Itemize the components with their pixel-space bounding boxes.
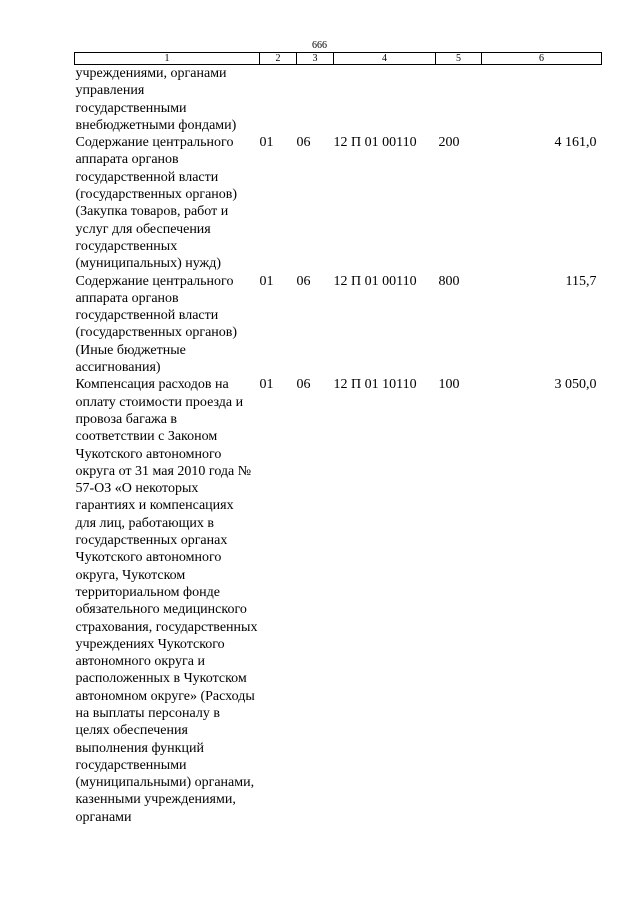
column-header-4: 4: [334, 53, 436, 65]
table-row: [75, 376, 602, 826]
column-header-3: 3: [297, 53, 334, 65]
row-section: 01: [259, 135, 274, 151]
column-header-2: 2: [260, 53, 297, 65]
row-amount: 3 050,0: [554, 377, 597, 393]
row-amount: [482, 65, 602, 135]
column-header-6: 6: [482, 53, 602, 65]
row-expense-type: 200: [438, 135, 460, 151]
page-number: 666: [312, 40, 327, 51]
row-target-article: 12 П 01 00110: [333, 135, 417, 151]
row-section: 01: [259, 273, 274, 289]
column-header-5: 5: [436, 53, 482, 65]
row-subsection: 06: [296, 273, 311, 289]
row-target-article: [334, 65, 436, 135]
row-expense-type: [436, 65, 482, 135]
row-description: учреждениями, органами управления государственными внебюджетными фондами): [75, 66, 237, 133]
row-section: 01: [259, 377, 274, 393]
row-description: Содержание центрального аппарата органов государственной власти (государственных органов) (Иные бюджетные ассигнования): [75, 273, 238, 376]
row-expense-type: 800: [438, 273, 460, 289]
row-description: Содержание центрального аппарата органов государственной власти (государственных органов) (Закупка товаров, работ и услуг для обеспечения государственных (муниципальных) нужд): [75, 135, 238, 272]
column-header-1: 1: [75, 53, 260, 65]
table-row: [75, 273, 602, 377]
row-subsection: [297, 65, 334, 135]
table-body: [75, 65, 602, 827]
row-subsection: 06: [296, 377, 311, 393]
row-amount: 115,7: [565, 273, 597, 289]
row-target-article: 12 П 01 00110: [333, 273, 417, 289]
table-header: [75, 53, 602, 65]
budget-table: [74, 52, 602, 826]
row-target-article: 12 П 01 10110: [333, 377, 417, 393]
row-subsection: 06: [296, 135, 311, 151]
row-section: [260, 65, 297, 135]
table-row: [75, 134, 602, 272]
table-row: [75, 65, 602, 135]
header-row: [75, 53, 602, 65]
row-description: Компенсация расходов на оплату стоимости проезда и провоза багажа в соответствии с Законом Чукотского автономного округа от 31 мая 2010 года № 57-ОЗ «О некоторых гарантиях и компенсациях для лиц, работающих в государственных органах Чукотского автономного округа, Чукотском территориальном фонде обязательного медицинского страхования, государственных учреждениях Чукотского автономного округа и расположенных в Чукотском автономном округе» (Расходы на выплаты персоналу в целях обеспечения выполнения функций государственными (муниципальными) органами, казенными учреждениями, органами: [75, 377, 258, 825]
row-expense-type: 100: [438, 377, 460, 393]
row-amount: 4 161,0: [554, 135, 597, 151]
